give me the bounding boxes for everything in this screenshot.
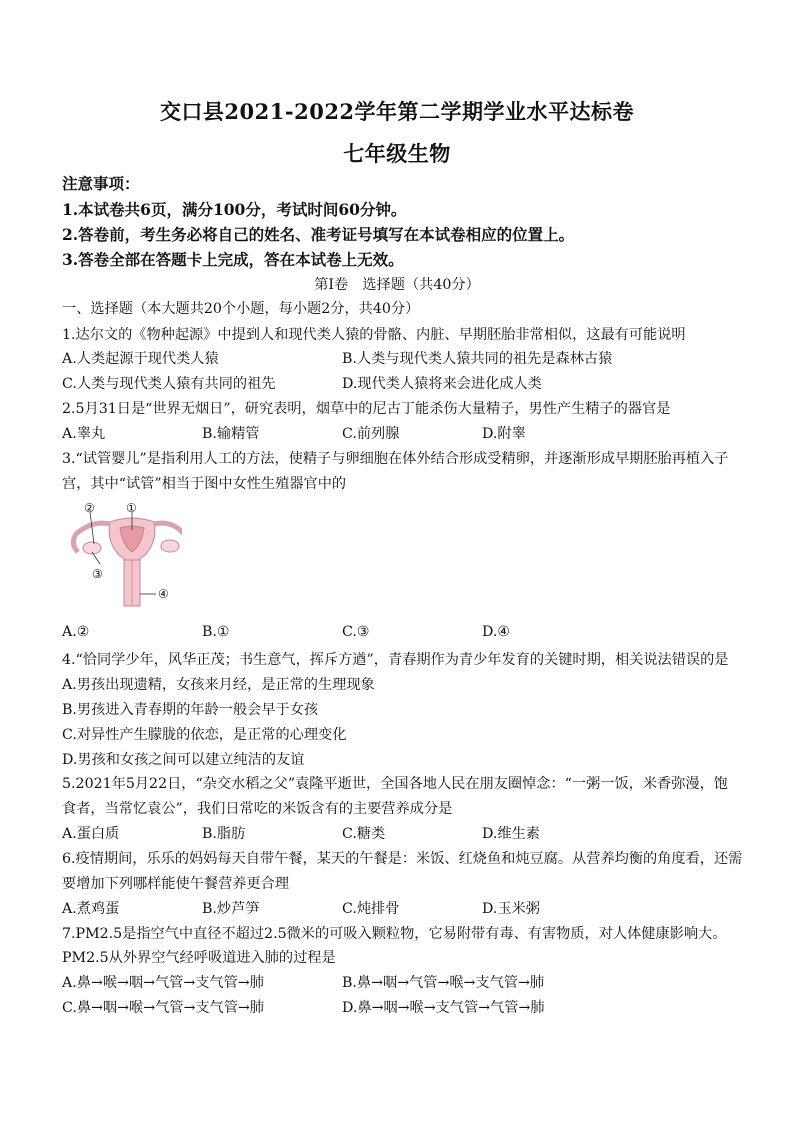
section-instruction: 一、选择题（本大题共20个小题，每小题2分，共40分） — [62, 301, 420, 317]
notice-heading: 注意事项： — [62, 174, 140, 193]
option-c: C.炖排骨 — [342, 901, 400, 917]
option-d: D.维生素 — [482, 826, 540, 842]
option-d: D.鼻→咽→喉→支气管→气管→肺 — [342, 1000, 545, 1016]
option-c: C.③ — [342, 624, 370, 640]
question-stem: 1.达尔文的《物种起源》中提到人和现代类人猿的骨骼、内脏、早期胚胎非常相似，这最有可能说明 — [62, 327, 686, 343]
exam-subtitle: 七年级生物 — [343, 141, 451, 166]
option-a: A.煮鸡蛋 — [62, 901, 120, 917]
question-stem: 3.“试管婴儿”是指利用人工的方法，使精子与卵细胞在体外结合形成受精卵，并逐渐形成早期胚胎再植入子 — [62, 451, 729, 467]
question-stem: 7.PM2.5是指空气中直径不超过2.5微米的可吸入颗粒物，它易附带有毒、有害物质，对人体健康影响大。 — [62, 926, 727, 942]
option-c: C.鼻→咽→喉→气管→支气管→肺 — [62, 1000, 264, 1016]
option-b: B.脂肪 — [202, 826, 246, 842]
question-stem: 5.2021年5月22日，“杂交水稻之父”袁隆平逝世，全国各地人民在朋友圈悼念：“一粥一饭，米香弥漫，饱 — [62, 776, 728, 792]
option-c: C.糖类 — [342, 826, 386, 842]
question-stem: 2.5月31日是“世界无烟日”，研究表明，烟草中的尼古丁能杀伤大量精子，男性产生精子的器官是 — [62, 401, 671, 417]
option-a: A.人类起源于现代类人猿 — [62, 351, 219, 367]
option-d: D.④ — [482, 624, 511, 640]
option-b: B.男孩进入青春期的年龄一般会早于女孩 — [62, 702, 319, 718]
option-c: C.对异性产生朦胧的依恋，是正常的心理变化 — [62, 727, 347, 743]
option-c: C.人类与现代类人猿有共同的祖先 — [62, 376, 276, 392]
option-c: C.前列腺 — [342, 426, 400, 442]
question-stem: 要增加下列哪样能使午餐营养更合理 — [62, 876, 290, 892]
option-a: A.② — [62, 624, 90, 640]
option-b: B.① — [202, 624, 230, 640]
option-b: B.输精管 — [202, 426, 260, 442]
option-b: B.炒芦笋 — [202, 901, 260, 917]
section-title: 第Ⅰ卷 选择题（共40分） — [314, 277, 480, 293]
option-a: A.男孩出现遗精，女孩来月经，是正常的生理现象 — [62, 677, 375, 693]
question-stem: 4.“恰同学少年，风华正茂；书生意气，挥斥方遒”，青春期作为青少年发育的关键时期，相关说法错误的是 — [62, 652, 729, 668]
female-reproductive-diagram — [62, 500, 182, 610]
option-d: D.玉米粥 — [482, 901, 540, 917]
option-a: A.蛋白质 — [62, 826, 120, 842]
question-stem: PM2.5从外界空气经呼吸道进入肺的过程是 — [62, 950, 336, 966]
notice-item: 2.答卷前，考生务必将自己的姓名、准考证号填写在本试卷相应的位置上。 — [62, 225, 575, 244]
option-a: A.鼻→喉→咽→气管→支气管→肺 — [62, 975, 264, 991]
question-stem: 宫，其中“试管”相当于图中女性生殖器官中的 — [62, 476, 347, 492]
diagram-label: ① — [126, 501, 137, 515]
diagram-label: ② — [84, 501, 95, 515]
question-stem: 食者，当常忆袁公”，我们日常吃的米饭含有的主要营养成分是 — [62, 801, 453, 817]
exam-title: 交口县2021-2022学年第二学期学业水平达标卷 — [159, 99, 635, 124]
question-stem: 6.疫情期间，乐乐的妈妈每天自带午餐，某天的午餐是：米饭、红烧鱼和炖豆腐。从营养均衡的角度看，还需 — [62, 851, 743, 867]
notice-item: 3.答卷全部在答题卡上完成，答在本试卷上无效。 — [62, 250, 404, 269]
option-b: B.鼻→咽→气管→喉→支气管→肺 — [342, 975, 545, 991]
option-b: B.人类与现代类人猿共同的祖先是森林古猿 — [342, 351, 613, 367]
option-a: A.睾丸 — [62, 426, 106, 442]
diagram-label: ④ — [158, 587, 169, 601]
option-d: D.男孩和女孩之间可以建立纯洁的友谊 — [62, 752, 305, 768]
diagram-label: ③ — [92, 567, 103, 581]
notice-item: 1.本试卷共6页，满分100分，考试时间60分钟。 — [62, 200, 407, 219]
option-d: D.现代类人猿将来会进化成人类 — [342, 376, 542, 392]
option-d: D.附睾 — [482, 426, 526, 442]
